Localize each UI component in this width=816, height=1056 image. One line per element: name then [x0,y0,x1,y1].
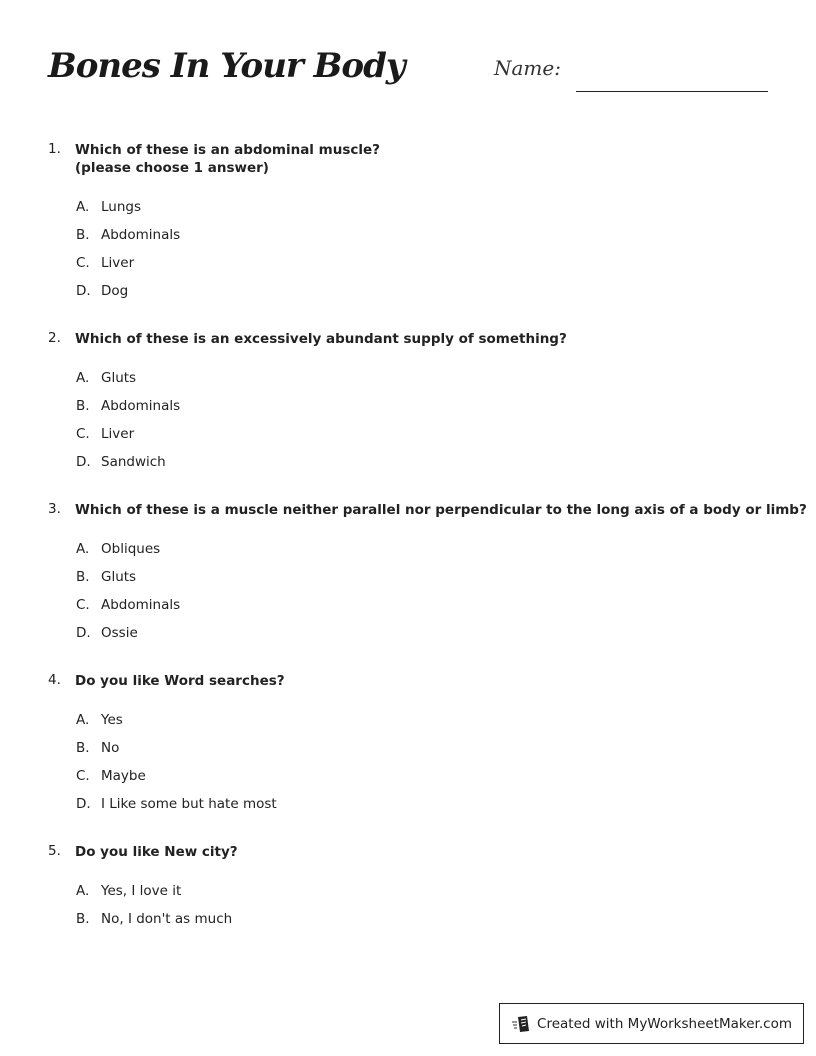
question-text [75,672,795,690]
option-text: Liver [101,426,135,442]
answer-option[interactable] [76,227,180,243]
option-letter: B. [76,569,90,585]
question-prompt: Which of these is a muscle neither parallel nor perpendicular to the long axis of a body or limb? [75,502,807,518]
answer-option[interactable] [76,370,136,386]
answer-option[interactable] [76,768,146,784]
footer-badge [499,1003,804,1044]
option-text: Liver [101,255,135,271]
option-letter: D. [76,283,91,299]
name-field-line[interactable] [576,91,768,92]
question-number: 4. [48,672,61,688]
option-text: Dog [101,283,129,299]
answer-option[interactable] [76,398,180,414]
question-text [75,843,795,861]
option-letter: C. [76,597,90,613]
answer-option[interactable] [76,283,128,299]
option-text: Abdominals [101,227,181,243]
option-letter: C. [76,255,90,271]
answer-option[interactable] [76,454,166,470]
name-label: Name: [494,56,561,80]
option-letter: A. [76,541,90,557]
option-text: Yes [101,712,123,728]
answer-option[interactable] [76,426,134,442]
option-letter: B. [76,227,90,243]
option-letter: B. [76,398,90,414]
answer-option[interactable] [76,597,180,613]
option-text: Yes, I love it [101,883,182,899]
answer-option[interactable] [76,911,232,927]
option-text: Abdominals [101,597,181,613]
option-text: No [101,740,120,756]
answer-option[interactable] [76,541,160,557]
footer-text: Created with MyWorksheetMaker.com [537,1015,792,1032]
answer-option[interactable] [76,796,277,812]
option-letter: B. [76,911,90,927]
question-number: 2. [48,330,61,346]
question-number: 1. [48,141,61,157]
answer-option[interactable] [76,740,119,756]
answer-option[interactable] [76,712,123,728]
question-text [75,330,795,348]
option-text: Lungs [101,199,141,215]
question-instruction: (please choose 1 answer) [75,160,269,176]
answer-option[interactable] [76,255,134,271]
option-letter: A. [76,199,90,215]
option-letter: A. [76,712,90,728]
option-letter: C. [76,768,90,784]
question-prompt: Do you like New city? [75,844,238,860]
option-text: No, I don't as much [101,911,233,927]
answer-option[interactable] [76,199,141,215]
option-letter: B. [76,740,90,756]
option-text: Obliques [101,541,161,557]
answer-option[interactable] [76,569,136,585]
question-prompt: Which of these is an excessively abundant supply of something? [75,331,567,347]
option-letter: A. [76,883,90,899]
question-number: 3. [48,501,61,517]
question-number: 5. [48,843,61,859]
option-text: Gluts [101,370,137,386]
option-letter: C. [76,426,90,442]
question-text [75,141,795,177]
worksheet-logo-icon [511,1014,531,1034]
question-text [75,501,807,519]
option-text: Ossie [101,625,138,641]
answer-option[interactable] [76,883,181,899]
question-prompt: Which of these is an abdominal muscle? [75,142,380,158]
option-letter: D. [76,454,91,470]
answer-option[interactable] [76,625,138,641]
question-prompt: Do you like Word searches? [75,673,285,689]
option-letter: D. [76,625,91,641]
option-text: Sandwich [101,454,166,470]
option-text: Maybe [101,768,146,784]
option-text: I Like some but hate most [101,796,277,812]
option-letter: D. [76,796,91,812]
worksheet-title: Bones In Your Body [48,46,405,86]
option-text: Gluts [101,569,137,585]
option-text: Abdominals [101,398,181,414]
option-letter: A. [76,370,90,386]
